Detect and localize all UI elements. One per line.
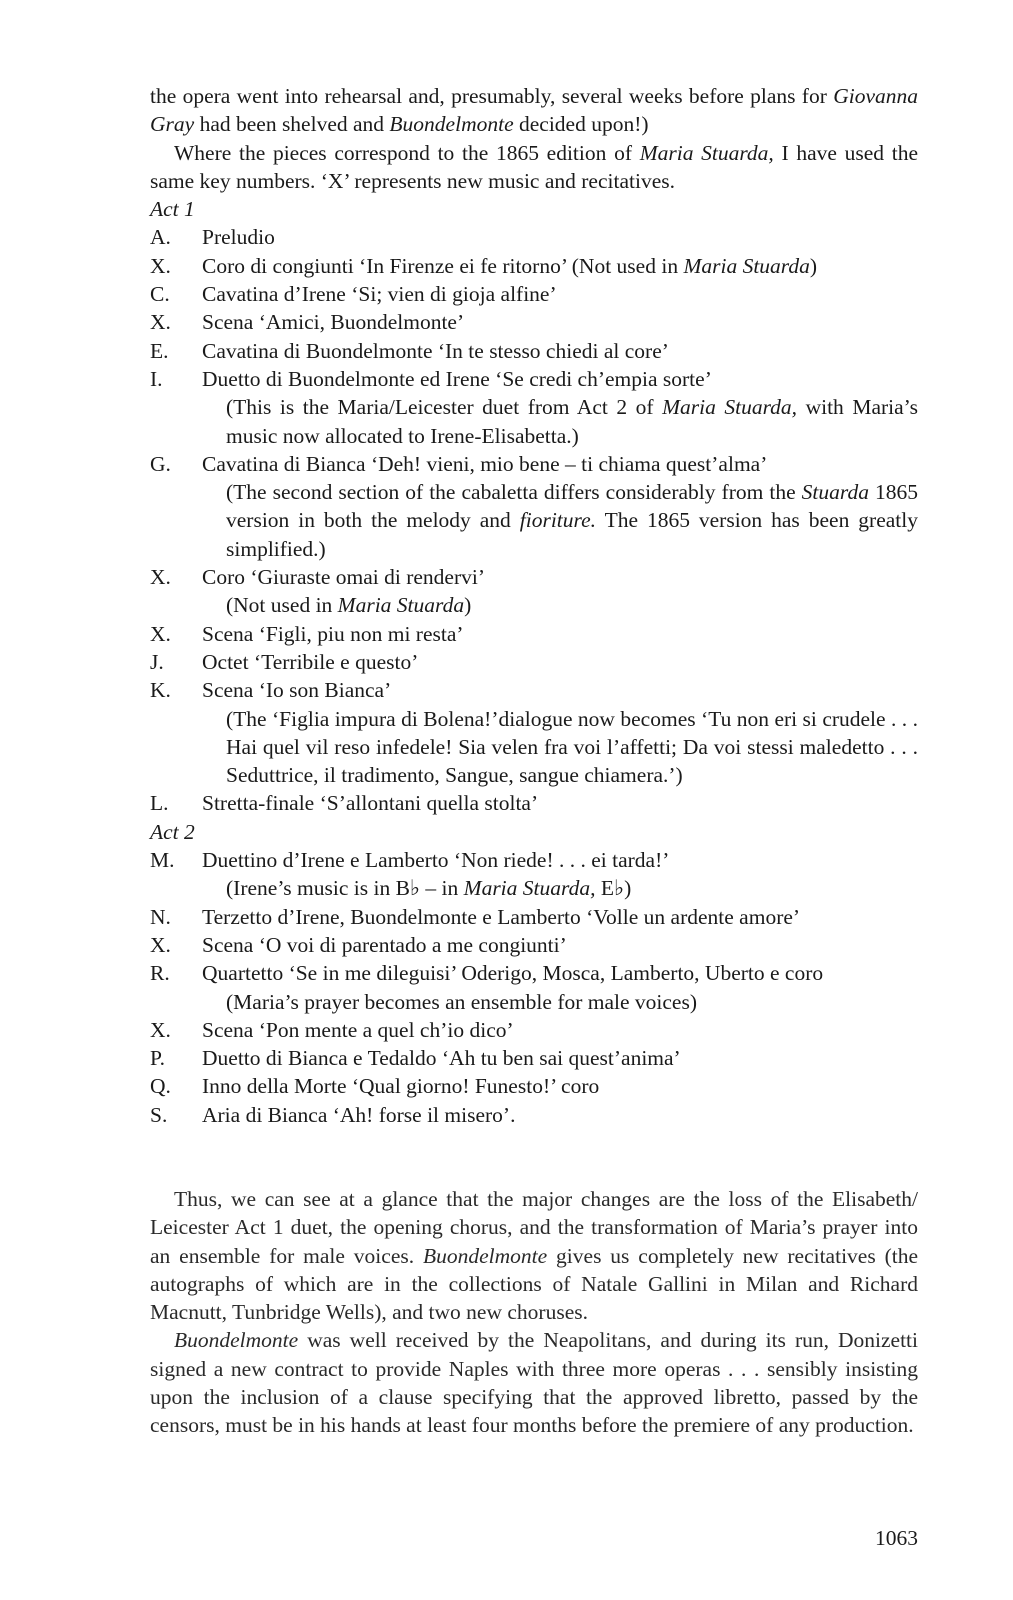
item-key: S. [150, 1102, 168, 1127]
list-item [150, 308, 918, 336]
section-gap [150, 1129, 918, 1157]
list-item [150, 676, 918, 704]
item-key: X. [150, 932, 171, 957]
item-title: Scena ‘O voi di parentado a me congiunti’ [202, 932, 567, 957]
list-item [150, 1072, 918, 1100]
item-key: J. [150, 649, 164, 674]
note-text: (This is the Maria/Leicester duet from Act 2 of [226, 395, 663, 420]
list-item [150, 648, 918, 676]
item-note: (The ‘Figlia impura di Bolena!’dialogue now becomes ‘Tu non eri si crudele . . . Hai quel vil reso infedele! Sia velen fra voi l’affetti; Da voi stessi maledetto . . . Seduttrice, il tradimento, Sangue, sangue chiamera.’) [226, 706, 918, 788]
item-title-italic: Maria Stuarda [683, 253, 810, 278]
item-title: Quartetto ‘Se in me dileguisi’ Oderigo, Mosca, Lamberto, Uberto e coro [202, 961, 824, 986]
act2-list [150, 846, 918, 1129]
page-body [150, 82, 918, 1440]
page-number: 1063 [875, 1526, 918, 1550]
section-gap [150, 1157, 918, 1185]
list-item [150, 280, 918, 308]
note-text-2: 1865 version in both the melody and [226, 480, 918, 533]
note-text: (The second section of the cabaletta differs considerably from the [226, 480, 802, 505]
item-title: Cavatina d’Irene ‘Si; vien di gioja alfine’ [202, 282, 557, 307]
item-key: A. [150, 225, 171, 250]
list-item [150, 450, 918, 478]
item-key: M. [150, 848, 175, 873]
note-italic: Maria Stuarda [337, 593, 465, 618]
note-italic: Maria Stuarda, [463, 876, 596, 901]
list-item [150, 931, 918, 959]
list-item [150, 365, 918, 393]
item-key: E. [150, 338, 169, 363]
note-italic: Stuarda [801, 480, 869, 505]
item-title: Scena ‘Amici, Buondelmonte’ [202, 310, 465, 335]
note-text-2: with Maria’s music now allocated to Irene-Elisabetta.) [226, 395, 919, 448]
item-title: Scena ‘Figli, piu non mi resta’ [202, 621, 464, 646]
list-item [150, 903, 918, 931]
act2-heading: Act 2 [150, 819, 195, 844]
summary-paragraph [150, 1185, 918, 1326]
intro-title-buondelmonte: Buondelmonte [389, 112, 514, 137]
key-paragraph-text-2: I have used the same key numbers. ‘X’ represents new music and recitatives. [150, 140, 919, 193]
summary-text: Thus, we can see at a glance that the major changes are the loss of the Elisabeth/ Leicester Act 1 duet, the opening chorus, and the transformation of Maria’s prayer into an ensemble for male voices. [150, 1186, 918, 1268]
item-title: Duettino d’Irene e Lamberto ‘Non riede! . . . ei tarda!’ [202, 848, 670, 873]
list-item [150, 252, 918, 280]
list-item [150, 563, 918, 591]
item-title-tail: ) [809, 253, 818, 278]
item-note [226, 393, 918, 450]
list-item [150, 846, 918, 874]
item-title: Inno della Morte ‘Qual giorno! Funesto!’ coro [202, 1074, 600, 1099]
item-note [226, 478, 918, 563]
item-key: X. [150, 310, 171, 335]
key-paragraph-title: Maria Stuarda, [639, 140, 774, 165]
list-item [150, 959, 918, 987]
intro-title-giovanna: Giovanna Gray [150, 84, 918, 137]
intro-text: the opera went into rehearsal and, presumably, several weeks before plans for [150, 84, 827, 108]
item-title: Scena ‘Pon mente a quel ch’io dico’ [202, 1017, 514, 1042]
intro-text-2: had been shelved and [194, 112, 390, 137]
closing-text: was well received by the Neapolitans, and during its run, Donizetti signed a new contract to provide Naples with three more operas . . . sensibly insisting upon the inclusion of a clause specifying that the approved libretto, passed by the censors, must be in his hands at least four months before the premiere of any production. [150, 1328, 918, 1438]
item-title: Preludio [202, 225, 275, 250]
item-title: Stretta-finale ‘S’allontani quella stolta’ [202, 791, 539, 816]
item-note [226, 591, 918, 619]
act1-heading: Act 1 [150, 197, 195, 222]
item-key: K. [150, 678, 171, 703]
item-key: N. [150, 904, 171, 929]
item-title: Cavatina di Buondelmonte ‘In te stesso chiedi al core’ [202, 338, 669, 363]
item-key: I. [150, 366, 163, 391]
note-italic: Maria Stuarda, [662, 395, 798, 420]
item-note [226, 874, 918, 902]
summary-title: Buondelmonte [422, 1243, 548, 1268]
item-title: Cavatina di Bianca ‘Deh! vieni, mio bene – ti chiama quest’alma’ [202, 451, 768, 476]
item-key: X. [150, 1017, 171, 1042]
item-note: (Maria’s prayer becomes an ensemble for male voices) [226, 989, 698, 1014]
note-text-3: The 1865 version has been greatly simplified.) [226, 508, 918, 561]
key-paragraph-text: Where the pieces correspond to the 1865 edition of [174, 140, 640, 165]
list-item [150, 1016, 918, 1044]
intro-paragraph [150, 82, 918, 139]
item-title: Scena ‘Io son Bianca’ [202, 678, 392, 703]
item-key: L. [150, 791, 169, 816]
item-key: Q. [150, 1074, 171, 1099]
item-key: P. [150, 1046, 165, 1071]
item-title: Duetto di Buondelmonte ed Irene ‘Se credi ch’empia sorte’ [202, 366, 712, 391]
item-key: C. [150, 282, 170, 307]
item-title: Duetto di Bianca e Tedaldo ‘Ah tu ben sai quest’anima’ [202, 1046, 681, 1071]
item-title-text: Coro di congiunti ‘In Firenze ei fe ritorno’ (Not used in [202, 253, 684, 278]
note-text: (Not used in [226, 593, 338, 618]
intro-text-3: decided upon!) [513, 112, 649, 137]
list-item [150, 620, 918, 648]
act1-list [150, 223, 918, 817]
note-text-2: E♭) [595, 876, 632, 901]
item-title: Coro ‘Giuraste omai di rendervi’ [202, 565, 485, 590]
item-key: X. [150, 621, 171, 646]
list-item [150, 789, 918, 817]
item-key: X. [150, 565, 171, 590]
closing-title: Buondelmonte [174, 1328, 299, 1353]
list-item [150, 337, 918, 365]
list-item [150, 1101, 918, 1129]
summary-text-2: gives us completely new recitatives (the autographs of which are in the collections of Natale Gallini in Milan and Richard Macnutt, Tunbridge Wells), and two new choruses. [150, 1243, 919, 1325]
item-key: R. [150, 961, 170, 986]
item-key: G. [150, 451, 171, 476]
item-title: Octet ‘Terribile e questo’ [202, 649, 419, 674]
note-text: (Irene’s music is in B♭ – in [226, 876, 464, 901]
item-key: X. [150, 253, 171, 278]
item-title [202, 252, 918, 280]
key-paragraph [150, 139, 918, 196]
note-text-2: ) [464, 593, 472, 618]
item-title: Aria di Bianca ‘Ah! forse il misero’. [202, 1102, 516, 1127]
note-italic-2: fioriture. [519, 508, 596, 533]
closing-paragraph [150, 1326, 918, 1439]
list-item [150, 223, 918, 251]
list-item [150, 1044, 918, 1072]
item-title: Terzetto d’Irene, Buondelmonte e Lamberto ‘Volle un ardente amore’ [202, 904, 801, 929]
